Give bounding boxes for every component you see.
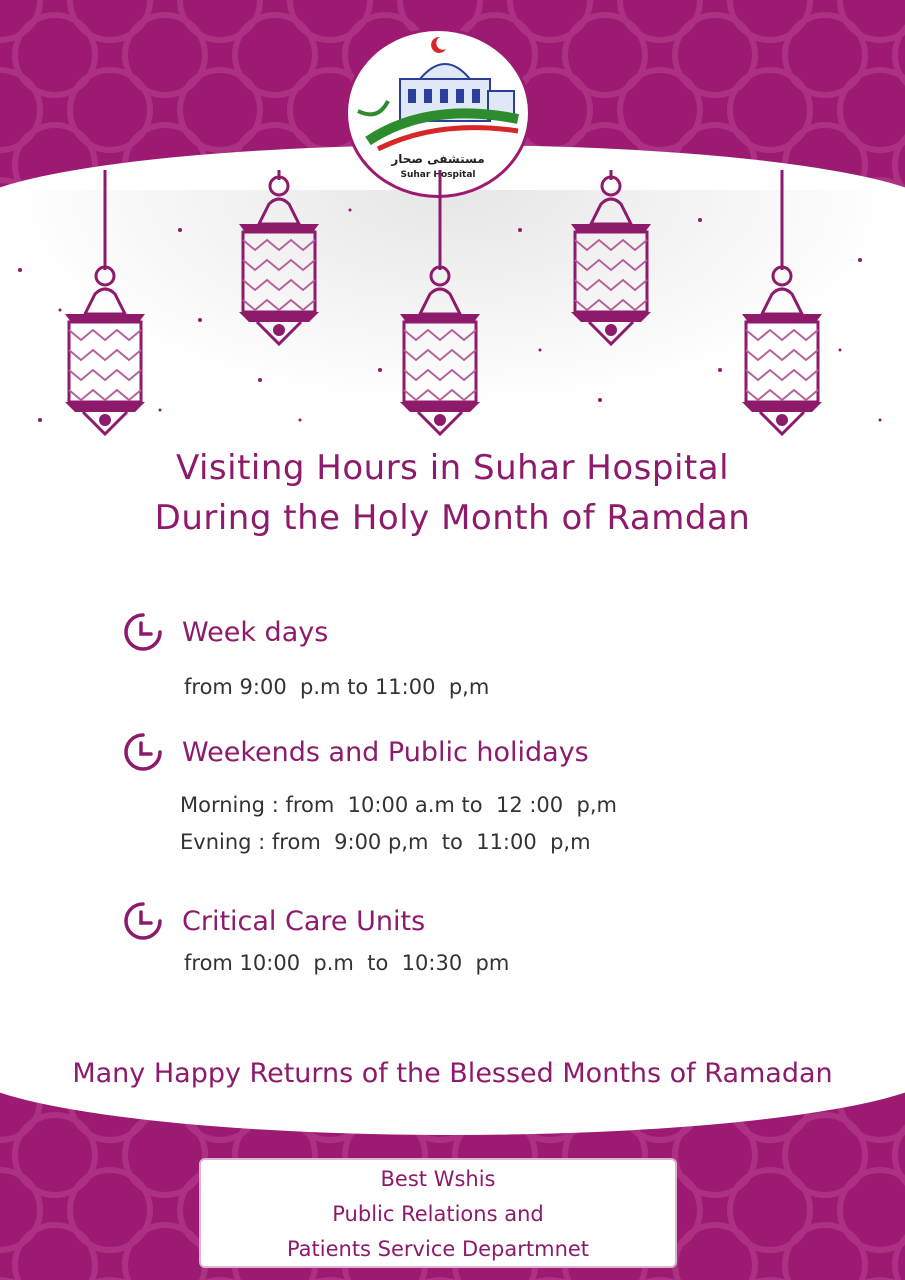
- section-weekdays-title: Week days: [182, 616, 329, 648]
- footer-signature-box: [199, 1158, 677, 1268]
- clock-icon: [122, 731, 164, 773]
- ramadan-lanterns: [0, 170, 905, 450]
- ramadan-greeting: Many Happy Returns of the Blessed Months of Ramadan: [72, 1058, 833, 1089]
- section-weekends-heading: [122, 731, 589, 773]
- section-weekdays-heading: [122, 611, 328, 653]
- clock-icon: [122, 900, 164, 942]
- footer-line1: Best Wshis: [380, 1167, 496, 1191]
- page-title-line2: During the Holy Month of Ramdan: [154, 498, 751, 538]
- logo-english-name: Suhar Hospital: [400, 170, 476, 180]
- clock-icon: [122, 611, 164, 653]
- footer-line2: Public Relations and: [332, 1202, 544, 1226]
- weekends-morning-hours: Morning : from 10:00 a.m to 12 :00 p,m: [180, 793, 617, 817]
- section-critical-care-title: Critical Care Units: [182, 905, 426, 937]
- weekends-evening-hours: Evning : from 9:00 p,m to 11:00 p,m: [180, 830, 591, 854]
- logo-arabic-name: مستشفى صحار: [391, 152, 485, 166]
- critical-care-hours: from 10:00 p.m to 10:30 pm: [184, 951, 510, 975]
- page-title-line1: Visiting Hours in Suhar Hospital: [175, 448, 730, 488]
- weekdays-hours: from 9:00 p.m to 11:00 p,m: [184, 675, 490, 699]
- section-weekends-title: Weekends and Public holidays: [182, 736, 589, 768]
- footer-line3: Patients Service Departmnet: [286, 1237, 590, 1261]
- section-critical-care-heading: [122, 900, 425, 942]
